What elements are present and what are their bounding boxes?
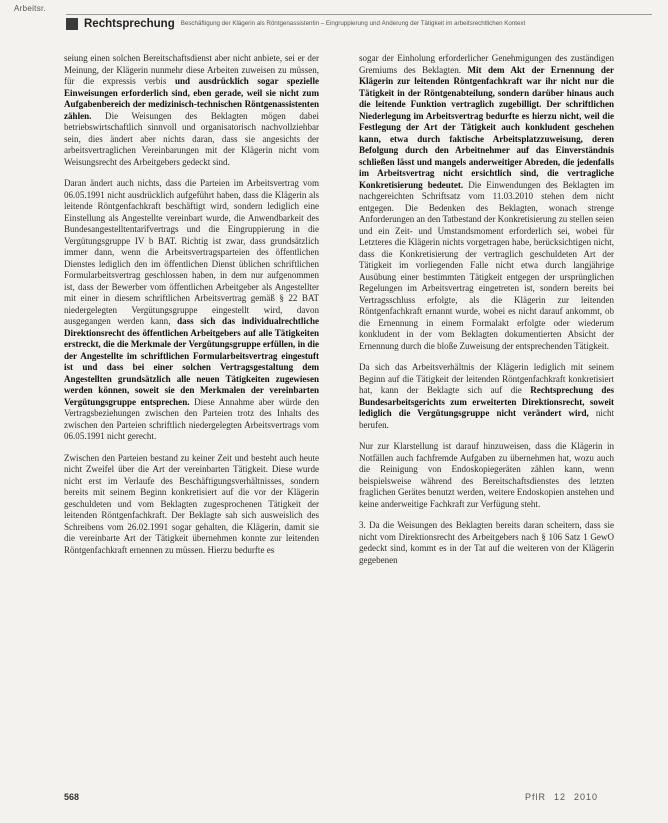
text-passage: 3. Da die Weisungen des Beklagten bereits daran scheitern, dass sie nicht vom Direktionsrecht des Arbeitgebers nach § 106 Satz 1 GewO gedeckt sind, kommt es in der Tat auf die weiteren von der Klägerin gegebenen — [359, 520, 614, 565]
journal-reference — [525, 792, 598, 802]
section-label: Arbeitsr. — [14, 4, 47, 13]
text-passage: Die Einwendungen des Beklagten im nachgereichten Schriftsatz vom 11.03.2010 stehen dem nicht entgegen. Die Bedenken des Beklagten, wonach strenge Anforderungen an den Tatbestand der Konkretisierung zu stellen seien und ein Zeit- und Umstandsmoment erforderlich sei, wobei für Letzteres die Klägerin nichts vorgetragen habe, berücksichtigen nicht, dass die Konkretisierung der vertraglich geschuldeten Art der Tätigkeit im vorliegenden Falle nicht etwa durch langjährige Ausübung einer bestimmten Tätigkeit entgegen der ursprünglichen Regelungen im Arbeitsvertrag eingetreten ist, sondern bereits bei Vertragsschluss erfolgte, als die Klägerin zur leitenden Röntgenfachkraft ernannt wurde, wobei es nicht darauf ankommt, ob die Ernennung in einem Formalakt erfolgte oder wiederum konkludent in der vom Beklagten dokumentierten Absicht der Ernennung durch die bloße Zuweisung der entsprechenden Tätigkeit. — [359, 179, 614, 351]
right-text-column — [359, 53, 614, 759]
text-passage: Nur zur Klarstellung ist darauf hinzuweisen, dass die Klägerin in Notfällen auch fachfremde Aufgaben zu übernehmen hat, wozu auch die Reinigung von Endoskopiegeräten zählen kann, wenn beispielsweise während des Bereitschaftsdienstes des letzten fraglichen Gerätes benutzt werden, weitere Endoskopien anstehen und keine anderweitige Fachkraft zur Verfügung steht. — [359, 441, 614, 509]
page-subtitle: Beschäftigung der Klägerin als Röntgenassistentin – Eingruppierung und Änderung der Tätigkeit im arbeitsrechtlichen Kontext — [180, 20, 526, 27]
paragraph — [359, 520, 614, 566]
header-square-icon — [66, 18, 78, 30]
page-title: Rechtsprechung — [84, 17, 175, 30]
journal-name: PflR — [525, 792, 547, 802]
left-text-column — [64, 53, 319, 759]
page-number: 568 — [64, 792, 80, 802]
text-passage: Daran ändert auch nichts, dass die Parteien im Arbeitsvertrag vom 06.05.1991 nicht ausdrücklich aufgeführt haben, dass die Klägerin als leitende Röntgenfachkraft beschäftigt wird, sondern lediglich eine Einstellung als Angestellte vereinbart wurde, die Anwendbarkeit des Bundesangestelltentarifvertrags und die Eingruppierung in die Vergütungsgruppe IV b BAT. Richtig ist zwar, dass grundsätzlich immer dann, wenn die Arbeitsvertragsparteien des öffentlichen Dienstes lediglich den im öffentlichen Dienst üblichen schriftlichen Formularbeitsvertrag geschlossen haben, in dem nur aufgenommen ist, dass der Bewerber vom öffentlichen Arbeitgeber als Angestellter mit einer in diesem schriftlichen Arbeitsvertrag gemäß § 22 BAT niedergelegten Vergütungsgruppe eingestellt wird, davon ausgegangen werden kann, — [64, 178, 319, 326]
paragraph — [64, 453, 319, 557]
paragraph — [359, 362, 614, 431]
paragraph — [359, 53, 614, 352]
bold-passage: und ausdrücklich sogar spezielle Einweisungen erforderlich sind, eben gerade, weil sie nicht zum Aufgabenbereich der medizinisch-technischen Röntgenassistenten zählen. — [64, 76, 319, 121]
journal-issue: 12 — [554, 792, 567, 802]
paragraph — [64, 178, 319, 443]
paragraph — [359, 441, 614, 510]
text-passage: seiung einen solchen Bereitschaftsdienst aber nicht anbiete, sei er der Meinung, der Klägerin nunmehr diese Arbeiten zuweisen zu müssen, für die expressis verbis — [64, 53, 319, 86]
text-passage: Da sich das Arbeitsverhältnis der Klägerin lediglich mit seinem Beginn auf die Tätigkeit der leitenden Röntgenfachkraft konkretisiert hat, kann der Beklagte sich auf die — [359, 362, 614, 395]
text-passage: Zwischen den Parteien bestand zu keiner Zeit und besteht auch heute nicht Zweifel über die Art der vereinbarten Tätigkeit. Diese wurde nicht erst im Verlaufe des Beschäftigungsverhältnisses, sondern bereits mit seinem Beginn konkretisiert auf die vor der Klägerin geschuldeten und vom Beklagten zugesprochenen Tätigkeit der leitenden Röntgenfachkraft. Der Beklagte sah sich ausweislich des Schreibens vom 26.02.1991 sogar gehalten, die Klägerin, damit sie die vereinbarte Art der Tätigkeit übernehmen konnte zur leitenden Röntgenfachkraft ernennen zu müssen. Hierzu bedurfte es — [64, 452, 319, 555]
paragraph — [64, 53, 319, 168]
running-header — [66, 14, 652, 32]
text-passage: sogar der Einholung erforderlicher Genehmigungen des zuständigen Gremiums des Beklagten. — [359, 53, 614, 75]
journal-year: 2010 — [574, 792, 599, 802]
bold-passage: Rechtsprechung des Bundesarbeitsgerichts zum erweiterten Direktionsrecht, soweit lediglich die Vergütungsgruppe nicht verändert wird, — [359, 385, 614, 418]
bold-passage: dass sich das individualrechtliche Direktionsrecht des öffentlichen Arbeitgebers auf alle Tätigkeiten erstreckt, die die Merkmale der Vergütungsgruppe erfüllen, in die der Angestellte im schriftlichen Formularbeitsvertrag eingestuft ist und dass bei einer solchen Vertragsgestaltung dem Angestellten grundsätzlich alle neuen Tätigkeiten zugewiesen werden können, soweit sie den Merkmalen der vereinbarten Vergütungsgruppe entsprechen. — [64, 316, 319, 407]
text-passage: nicht berufen. — [359, 408, 614, 430]
text-passage: Die Weisungen des Beklagten mögen dabei betriebswirtschaftlich sinnvoll und organisatorisch nachvollziehbar sein, dies ändert aber nichts daran, dass sie angesichts der arbeitsvertraglichen Vereinbarungen mit der Klägerin nicht vom Weisungsrecht des Arbeitgebers gedeckt sind. — [64, 110, 319, 167]
text-passage: Diese Annahme aber würde den Vertragsbeziehungen zwischen den Parteien trotz des Inhalts des zwischen den Parteien schriftlich niedergelegten Arbeitsvertrags vom 06.05.1991 nicht gerecht. — [64, 396, 319, 441]
bold-passage: Mit dem Akt der Ernennung der Klägerin zur leitenden Röntgenfachkraft war ihr nicht nur die Tätigkeit in der Röntgenabteilung, sondern darüber hinaus auch die leitende Funktion vertraglich zugebilligt. Der schriftlichen Niederlegung im Arbeitsvertrag bedurfte es hierzu nicht, weil die Festlegung der Art der Tätigkeit auch konkludent geschehen kann, etwa durch faktische Arbeitsplatzzuweisung, deren Befolgung durch den Arbeitnehmer auf das Einverständnis schließen lässt und mangels anderweitiger Abreden, die jedenfalls im Arbeitsvertrag nicht ersichtlich sind, die vertragliche Konkretisierung bedeutet. — [359, 64, 614, 190]
